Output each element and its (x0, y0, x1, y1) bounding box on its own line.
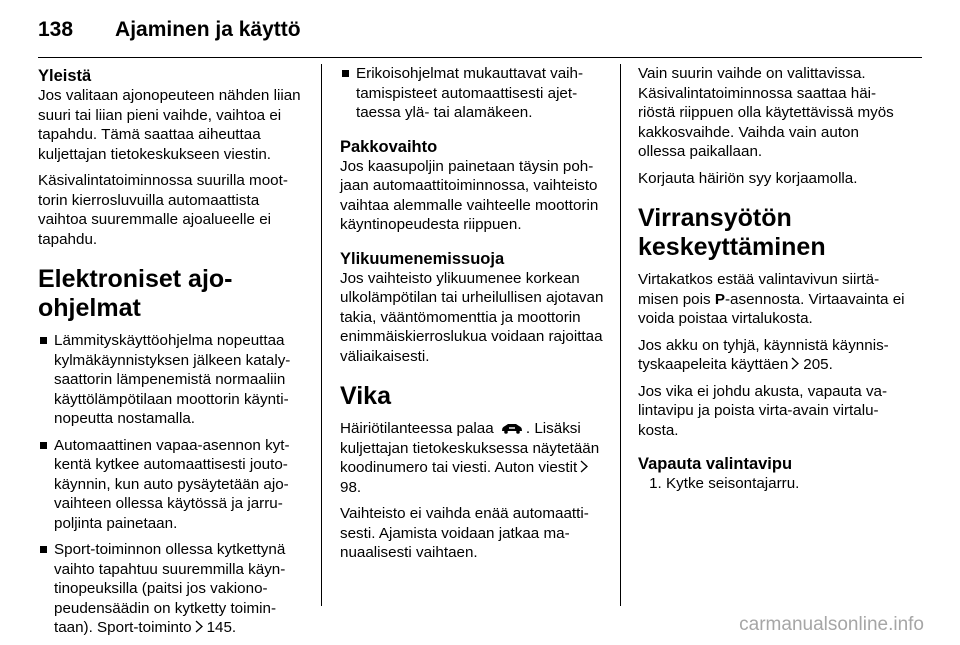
page-reference-arrow-icon (194, 620, 204, 633)
column-divider-1 (321, 64, 322, 606)
column-1 (38, 64, 304, 645)
paragraph: Jos valitaan ajonopeuteen nähden liian suuri tai liian pieni vaihde, vaihtoa ei tapahdu. Tämä saattaa aiheuttaa kuljettajan tietokeskukseen viestin. (38, 87, 301, 163)
page-title: Ajaminen ja käyttö (115, 18, 301, 41)
heading-yleista: Yleistä (38, 67, 92, 85)
heading-elektroniset-ajo-ohjelmat: Elektroniset ajo-ohjelmat (38, 265, 233, 322)
paragraph (638, 270, 908, 329)
page-reference[interactable]: 98. (340, 478, 362, 496)
page-reference[interactable]: 205. (803, 356, 833, 373)
page-reference-arrow-icon (579, 460, 589, 473)
heading-line: Virransyötön (638, 204, 792, 232)
heading-pakkovaihto: Pakkovaihto (340, 137, 438, 156)
paragraph-text: Häiriötilanteessa palaa (340, 420, 494, 437)
paragraph: Jos vika ei johdu akusta, vapauta valintavipu ja poista virta-avain virtalukosta. (638, 382, 888, 439)
wrench-car-icon (500, 422, 524, 434)
paragraph-text: -asennosta. Virtaavainta ei voida poistaa virtalukosta. (638, 290, 905, 327)
page-reference[interactable]: 145. (206, 619, 237, 636)
heading-vapauta-valintavipu: Vapauta valintavipu (638, 455, 793, 473)
list-item: Lämmityskäyttöohjelma nopeuttaa kylmäkäynnistyksen jälkeen katalysaattorin lämpenemistä normaaliin käyttölämpötilaan moottorin käyntinopeutta nostamalla. (38, 331, 304, 429)
heading-virransyoton-keskeyttaminen (638, 204, 908, 262)
paragraph: Jos kaasupoljin painetaan täysin pohjaan automaattitoiminnossa, vaihteisto vaihtaa alemmalle vaihteelle moottorin käyntinopeudesta riippuen. (340, 157, 599, 233)
list-item (38, 540, 304, 638)
page-number: 138 (38, 18, 74, 41)
paragraph (340, 419, 606, 497)
paragraph: Korjauta häiriön syy korjaamolla. (638, 169, 858, 187)
paragraph-text: . Lisäksi kuljettajan tietokeskuksessa näytetään koodinumero tai viesti. Auton viestit (340, 420, 600, 476)
column-2 (340, 64, 606, 570)
column-divider-2 (620, 64, 621, 606)
paragraph: Vaihteisto ei vaihda enää automaattisesti. Ajamista voidaan jatkaa manuaalisesti vaihtaen. (340, 505, 589, 561)
list-item-text: Sport-toiminnon ollessa kytkettynä vaihto tapahtuu suuremmilla käyntinopeuksilla (paitsi jos vakionopeudensäädin on kytketty toimintaan). Sport-toiminto (54, 541, 286, 636)
paragraph: Vain suurin vaihde on valittavissa. Käsivalintatoiminnossa saattaa häiriöstä riippuen olla käytettävissä myös kakkosvaihde. Vaihda vain auton ollessa paikallaan. (638, 65, 894, 160)
heading-vika: Vika (340, 382, 391, 410)
paragraph (638, 336, 908, 375)
paragraph: Jos vaihteisto ylikuumenee korkean ulkolämpötilan tai urheilullisen ajotavan takia, vääntömomenttia ja moottorin enimmäiskierroslukua voidaan rajoittaa väliaikaisesti. (340, 269, 604, 365)
paragraph: Käsivalintatoiminnossa suurilla moottorin kierrosluvuilla automaattista vaihtoa suuremmalle ajoalueelle ei tapahdu. (38, 172, 288, 248)
list-item: Erikoisohjelmat mukauttavat vaihtamispisteet automaattisesti ajettaessa ylä- tai alamäkeen. (340, 64, 606, 123)
gear-position-p: P (714, 290, 725, 308)
paragraph-text: Virtakatkos estää valintavivun siirtämisen pois (638, 271, 880, 308)
page-reference-arrow-icon (790, 357, 800, 370)
bullet-list (340, 64, 606, 123)
list-item: 1. Kytke seisontajarru. (666, 474, 908, 494)
page-header (38, 10, 301, 50)
paragraph-text: Jos akku on tyhjä, käynnistä käynnistyskaapeleita käyttäen (638, 336, 889, 373)
watermark: carmanualsonline.info (739, 614, 924, 635)
list-item: Automaattinen vapaa-asennon kytkentä kytkee automaattisesti joutokäynnin, kun auto pysäytetään ajovaihteen ollessa käytössä ja jarrupoljinta painetaan. (38, 436, 304, 534)
column-3 (638, 64, 908, 494)
heading-line: keskeyttäminen (638, 233, 826, 261)
header-rule (38, 57, 922, 58)
heading-ylikuumenemissuoja: Ylikuumenemissuoja (340, 249, 505, 268)
bullet-list (38, 331, 304, 638)
numbered-list (638, 474, 908, 494)
